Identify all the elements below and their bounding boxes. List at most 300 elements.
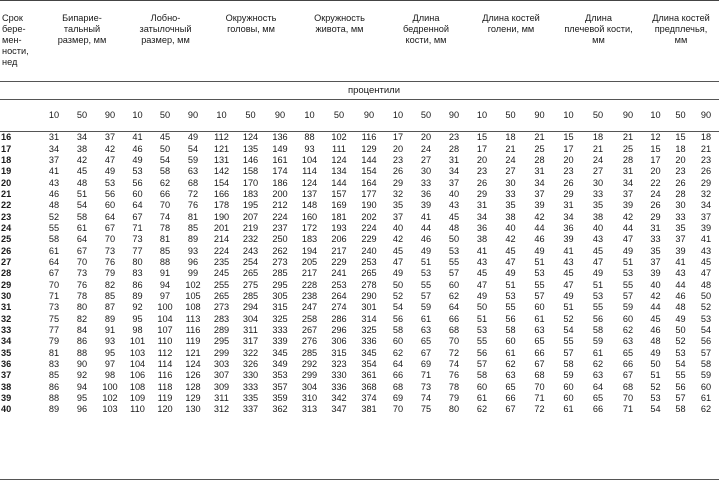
value-cell: 265 bbox=[242, 268, 259, 279]
value-cell: 85 bbox=[187, 222, 199, 233]
value-cell: 15 bbox=[476, 132, 488, 143]
value-cell: 42 bbox=[534, 211, 545, 222]
value-cell: 339 bbox=[272, 336, 288, 347]
value-cell: 174 bbox=[272, 166, 288, 177]
percentile-value-label: 90 bbox=[354, 100, 384, 131]
value-cell: 53 bbox=[700, 313, 712, 324]
value-cell: 336 bbox=[361, 336, 377, 347]
percentile-week-blank bbox=[0, 100, 40, 131]
value-cell: 31 bbox=[534, 166, 545, 177]
value-cell: 41 bbox=[563, 245, 574, 256]
value-cell: 315 bbox=[331, 347, 347, 358]
value-cell: 345 bbox=[272, 347, 288, 358]
value-cell: 57 bbox=[700, 347, 712, 358]
value-cell: 24 bbox=[505, 154, 516, 165]
value-cell: 172 bbox=[301, 222, 318, 233]
value-cell: 59 bbox=[187, 154, 199, 165]
value-cell: 73 bbox=[132, 234, 143, 245]
value-cell: 45 bbox=[592, 245, 604, 256]
value-cell: 307 bbox=[213, 370, 230, 381]
value-cell: 68 bbox=[622, 381, 634, 392]
value-cell: 29 bbox=[563, 188, 574, 199]
value-cell: 23 bbox=[700, 154, 712, 165]
biparietal-header: Бипарие-тальный размер, мм bbox=[57, 13, 107, 45]
value-cell: 295 bbox=[213, 336, 230, 347]
value-cell: 58 bbox=[48, 234, 60, 245]
value-cell: 70 bbox=[392, 404, 404, 415]
value-cell: 61 bbox=[420, 313, 432, 324]
value-cell: 55 bbox=[534, 279, 545, 290]
value-cell: 72 bbox=[187, 188, 199, 199]
week-cell: 37 bbox=[1, 370, 12, 381]
table-row bbox=[0, 234, 719, 245]
table-row bbox=[0, 291, 719, 302]
value-cell: 142 bbox=[213, 166, 230, 177]
value-cell: 104 bbox=[129, 359, 146, 370]
value-cell: 134 bbox=[331, 166, 347, 177]
value-cell: 20 bbox=[476, 154, 488, 165]
value-cell: 354 bbox=[361, 359, 377, 370]
value-cell: 36 bbox=[476, 222, 488, 233]
value-cell: 325 bbox=[272, 313, 288, 324]
value-cell: 335 bbox=[242, 393, 259, 404]
value-cell: 54 bbox=[650, 404, 661, 415]
value-cell: 116 bbox=[157, 370, 173, 381]
value-cell: 136 bbox=[272, 132, 288, 143]
value-cell: 49 bbox=[132, 154, 143, 165]
value-cell: 61 bbox=[76, 222, 88, 233]
value-cell: 85 bbox=[48, 370, 60, 381]
value-cell: 53 bbox=[622, 268, 634, 279]
table-row bbox=[0, 223, 719, 234]
value-cell: 131 bbox=[213, 154, 230, 165]
value-cell: 61 bbox=[534, 313, 545, 324]
value-cell: 59 bbox=[563, 370, 574, 381]
value-cell: 83 bbox=[48, 359, 60, 370]
week-cell: 26 bbox=[1, 245, 12, 256]
value-cell: 194 bbox=[301, 245, 318, 256]
value-cell: 65 bbox=[420, 336, 432, 347]
value-cell: 190 bbox=[213, 211, 230, 222]
value-cell: 55 bbox=[505, 302, 516, 313]
value-cell: 26 bbox=[650, 200, 661, 211]
value-cell: 50 bbox=[650, 359, 661, 370]
value-cell: 195 bbox=[242, 200, 259, 211]
value-cell: 62 bbox=[592, 359, 604, 370]
value-cell: 238 bbox=[301, 290, 318, 301]
value-cell: 52 bbox=[650, 381, 661, 392]
value-cell: 76 bbox=[104, 256, 116, 267]
value-cell: 253 bbox=[361, 256, 377, 267]
value-cell: 237 bbox=[272, 222, 288, 233]
value-cell: 149 bbox=[272, 143, 288, 154]
value-cell: 53 bbox=[505, 290, 516, 301]
value-cell: 63 bbox=[534, 325, 545, 336]
value-cell: 42 bbox=[505, 234, 516, 245]
value-cell: 92 bbox=[76, 370, 88, 381]
value-cell: 361 bbox=[361, 370, 377, 381]
value-cell: 45 bbox=[505, 245, 516, 256]
value-cell: 56 bbox=[104, 188, 116, 199]
value-cell: 86 bbox=[76, 336, 88, 347]
percentile-value-label: 10 bbox=[384, 100, 412, 131]
femur-length-header: Длина бедренной кости, мм bbox=[402, 13, 450, 45]
value-cell: 49 bbox=[592, 268, 604, 279]
value-cell: 69 bbox=[392, 393, 404, 404]
value-cell: 54 bbox=[76, 200, 88, 211]
value-cell: 31 bbox=[476, 200, 488, 211]
table-row bbox=[0, 200, 719, 211]
value-cell: 34 bbox=[534, 177, 545, 188]
value-cell: 49 bbox=[675, 313, 686, 324]
table-row bbox=[0, 370, 719, 381]
value-cell: 91 bbox=[159, 268, 171, 279]
value-cell: 70 bbox=[448, 336, 460, 347]
value-cell: 43 bbox=[700, 245, 712, 256]
value-cell: 40 bbox=[505, 222, 516, 233]
table-row bbox=[0, 348, 719, 359]
value-cell: 310 bbox=[301, 393, 318, 404]
value-cell: 322 bbox=[242, 347, 259, 358]
value-cell: 105 bbox=[185, 290, 201, 301]
value-cell: 54 bbox=[675, 359, 686, 370]
week-cell: 34 bbox=[1, 336, 12, 347]
value-cell: 214 bbox=[213, 234, 230, 245]
table-row bbox=[0, 279, 719, 290]
value-cell: 38 bbox=[592, 211, 604, 222]
value-cell: 100 bbox=[157, 302, 173, 313]
week-cell: 22 bbox=[1, 200, 12, 211]
value-cell: 116 bbox=[361, 132, 377, 143]
value-cell: 88 bbox=[76, 347, 88, 358]
value-cell: 20 bbox=[675, 154, 686, 165]
value-cell: 95 bbox=[104, 347, 116, 358]
value-cell: 38 bbox=[476, 234, 488, 245]
value-cell: 130 bbox=[185, 404, 201, 415]
value-cell: 283 bbox=[213, 313, 230, 324]
value-cell: 303 bbox=[213, 359, 230, 370]
value-cell: 28 bbox=[622, 154, 634, 165]
percentile-value-label: 50 bbox=[68, 100, 96, 131]
value-cell: 62 bbox=[505, 359, 516, 370]
week-cell: 18 bbox=[1, 154, 12, 165]
week-cell: 27 bbox=[1, 256, 12, 267]
value-cell: 50 bbox=[159, 143, 171, 154]
value-cell: 315 bbox=[272, 302, 288, 313]
value-cell: 49 bbox=[563, 290, 574, 301]
value-cell: 20 bbox=[392, 143, 404, 154]
value-cell: 97 bbox=[104, 359, 116, 370]
value-cell: 275 bbox=[242, 279, 259, 290]
value-cell: 61 bbox=[563, 404, 574, 415]
value-cell: 137 bbox=[301, 188, 318, 199]
value-cell: 21 bbox=[622, 132, 634, 143]
value-cell: 102 bbox=[185, 279, 201, 290]
value-cell: 51 bbox=[622, 256, 634, 267]
table-row bbox=[0, 257, 719, 268]
percentile-value-label: 90 bbox=[613, 100, 643, 131]
value-cell: 81 bbox=[48, 347, 60, 358]
value-cell: 57 bbox=[420, 290, 432, 301]
value-cell: 55 bbox=[48, 222, 60, 233]
value-cell: 245 bbox=[213, 268, 230, 279]
value-cell: 58 bbox=[392, 325, 404, 336]
value-cell: 295 bbox=[272, 279, 288, 290]
percentile-value-label: 10 bbox=[124, 100, 151, 131]
week-cell: 25 bbox=[1, 234, 12, 245]
value-cell: 44 bbox=[420, 222, 432, 233]
value-cell: 62 bbox=[700, 404, 712, 415]
value-cell: 309 bbox=[213, 381, 230, 392]
percentile-value-label: 90 bbox=[96, 100, 124, 131]
value-cell: 71 bbox=[420, 370, 432, 381]
percentile-data-body bbox=[0, 131, 719, 416]
value-cell: 292 bbox=[301, 359, 318, 370]
value-cell: 247 bbox=[301, 302, 318, 313]
value-cell: 38 bbox=[76, 143, 88, 154]
value-cell: 41 bbox=[476, 245, 488, 256]
week-cell: 38 bbox=[1, 381, 12, 392]
value-cell: 15 bbox=[650, 143, 661, 154]
value-cell: 232 bbox=[242, 234, 259, 245]
value-cell: 20 bbox=[420, 132, 432, 143]
value-cell: 181 bbox=[331, 211, 347, 222]
value-cell: 169 bbox=[331, 200, 347, 211]
week-cell: 24 bbox=[1, 222, 12, 233]
value-cell: 73 bbox=[48, 302, 60, 313]
value-cell: 59 bbox=[592, 336, 604, 347]
value-cell: 64 bbox=[132, 200, 143, 211]
tibia-length-header: Длина костей голени, мм bbox=[482, 13, 540, 34]
value-cell: 41 bbox=[48, 166, 60, 177]
value-cell: 72 bbox=[534, 404, 545, 415]
value-cell: 45 bbox=[476, 268, 488, 279]
value-cell: 53 bbox=[650, 393, 661, 404]
value-cell: 30 bbox=[505, 177, 516, 188]
value-cell: 144 bbox=[331, 177, 347, 188]
value-cell: 79 bbox=[48, 336, 60, 347]
value-cell: 183 bbox=[242, 188, 259, 199]
value-cell: 42 bbox=[622, 211, 634, 222]
value-cell: 58 bbox=[505, 325, 516, 336]
value-cell: 60 bbox=[563, 381, 574, 392]
value-cell: 202 bbox=[361, 211, 377, 222]
value-cell: 43 bbox=[448, 200, 460, 211]
value-cell: 31 bbox=[448, 154, 460, 165]
value-cell: 126 bbox=[185, 370, 201, 381]
value-cell: 56 bbox=[675, 381, 686, 392]
value-cell: 53 bbox=[476, 325, 488, 336]
value-cell: 88 bbox=[304, 132, 315, 143]
value-cell: 304 bbox=[242, 313, 259, 324]
value-cell: 119 bbox=[185, 336, 201, 347]
value-cell: 278 bbox=[361, 279, 377, 290]
table-row bbox=[0, 155, 719, 166]
value-cell: 158 bbox=[242, 166, 259, 177]
week-cell: 23 bbox=[1, 211, 12, 222]
value-cell: 18 bbox=[675, 143, 686, 154]
value-cell: 52 bbox=[48, 211, 60, 222]
value-cell: 312 bbox=[213, 404, 230, 415]
value-cell: 60 bbox=[132, 188, 143, 199]
value-cell: 41 bbox=[132, 132, 143, 143]
value-cell: 124 bbox=[301, 177, 318, 188]
value-cell: 86 bbox=[48, 381, 60, 392]
value-cell: 28 bbox=[448, 143, 460, 154]
value-cell: 47 bbox=[592, 256, 604, 267]
value-cell: 50 bbox=[675, 325, 686, 336]
value-cell: 95 bbox=[132, 313, 143, 324]
value-cell: 93 bbox=[104, 336, 116, 347]
value-cell: 116 bbox=[185, 325, 201, 336]
value-cell: 206 bbox=[331, 234, 347, 245]
week-cell: 16 bbox=[1, 132, 12, 143]
table-row bbox=[0, 382, 719, 393]
value-cell: 62 bbox=[392, 347, 404, 358]
value-cell: 81 bbox=[187, 211, 199, 222]
value-cell: 45 bbox=[700, 256, 712, 267]
value-cell: 53 bbox=[592, 290, 604, 301]
value-cell: 63 bbox=[622, 336, 634, 347]
value-cell: 67 bbox=[132, 211, 143, 222]
value-cell: 53 bbox=[448, 245, 460, 256]
value-cell: 46 bbox=[132, 143, 143, 154]
value-cell: 43 bbox=[563, 256, 574, 267]
value-cell: 53 bbox=[104, 177, 116, 188]
value-cell: 68 bbox=[392, 381, 404, 392]
value-cell: 30 bbox=[420, 166, 432, 177]
value-cell: 61 bbox=[592, 347, 604, 358]
value-cell: 28 bbox=[534, 154, 545, 165]
value-cell: 47 bbox=[700, 268, 712, 279]
value-cell: 330 bbox=[242, 370, 259, 381]
week-cell: 33 bbox=[1, 325, 12, 336]
value-cell: 264 bbox=[331, 290, 347, 301]
value-cell: 37 bbox=[392, 211, 404, 222]
value-cell: 46 bbox=[675, 290, 686, 301]
value-cell: 103 bbox=[129, 347, 146, 358]
table-row bbox=[0, 404, 719, 415]
value-cell: 35 bbox=[675, 222, 686, 233]
value-cell: 59 bbox=[700, 370, 712, 381]
value-cell: 66 bbox=[622, 359, 634, 370]
value-cell: 107 bbox=[157, 325, 173, 336]
value-cell: 30 bbox=[592, 177, 604, 188]
value-cell: 25 bbox=[534, 143, 545, 154]
week-cell: 32 bbox=[1, 313, 12, 324]
value-cell: 104 bbox=[157, 313, 173, 324]
value-cell: 347 bbox=[331, 404, 347, 415]
value-cell: 67 bbox=[76, 245, 88, 256]
value-cell: 67 bbox=[622, 370, 634, 381]
value-cell: 212 bbox=[272, 200, 288, 211]
humerus-length-header: Длина плечевой кости, мм bbox=[564, 13, 633, 45]
value-cell: 15 bbox=[675, 132, 686, 143]
value-cell: 217 bbox=[331, 245, 347, 256]
table-row bbox=[0, 359, 719, 370]
value-cell: 102 bbox=[331, 132, 347, 143]
value-cell: 177 bbox=[361, 188, 377, 199]
week-cell: 35 bbox=[1, 347, 12, 358]
value-cell: 64 bbox=[448, 302, 460, 313]
value-cell: 273 bbox=[213, 302, 230, 313]
value-cell: 49 bbox=[187, 132, 199, 143]
value-cell: 57 bbox=[675, 393, 686, 404]
value-cell: 70 bbox=[104, 234, 116, 245]
value-cell: 93 bbox=[304, 143, 315, 154]
value-cell: 58 bbox=[675, 404, 686, 415]
value-cell: 17 bbox=[650, 154, 661, 165]
value-cell: 186 bbox=[272, 177, 288, 188]
value-cell: 70 bbox=[159, 200, 171, 211]
percentile-value-label: 50 bbox=[151, 100, 179, 131]
value-cell: 45 bbox=[563, 268, 574, 279]
value-cell: 250 bbox=[272, 234, 288, 245]
value-cell: 78 bbox=[159, 222, 171, 233]
value-cell: 80 bbox=[132, 256, 143, 267]
value-cell: 200 bbox=[272, 188, 288, 199]
table-row bbox=[0, 177, 719, 188]
value-cell: 74 bbox=[159, 211, 171, 222]
value-cell: 92 bbox=[132, 302, 143, 313]
value-cell: 51 bbox=[420, 256, 432, 267]
value-cell: 71 bbox=[534, 393, 545, 404]
value-cell: 63 bbox=[505, 370, 516, 381]
value-cell: 89 bbox=[187, 234, 199, 245]
value-cell: 56 bbox=[700, 336, 712, 347]
value-cell: 51 bbox=[534, 256, 545, 267]
value-cell: 35 bbox=[392, 200, 404, 211]
value-cell: 80 bbox=[448, 404, 460, 415]
value-cell: 24 bbox=[420, 143, 432, 154]
value-cell: 73 bbox=[76, 268, 88, 279]
value-cell: 23 bbox=[448, 132, 460, 143]
value-cell: 67 bbox=[104, 222, 116, 233]
value-cell: 81 bbox=[159, 234, 171, 245]
value-cell: 62 bbox=[159, 177, 171, 188]
value-cell: 52 bbox=[700, 302, 712, 313]
table-row bbox=[0, 268, 719, 279]
value-cell: 48 bbox=[700, 279, 712, 290]
value-cell: 34 bbox=[476, 211, 488, 222]
value-cell: 33 bbox=[675, 211, 686, 222]
value-cell: 46 bbox=[48, 188, 60, 199]
percentile-value-label: 50 bbox=[412, 100, 440, 131]
value-cell: 74 bbox=[420, 393, 432, 404]
value-cell: 120 bbox=[157, 404, 173, 415]
value-cell: 70 bbox=[534, 381, 545, 392]
value-cell: 64 bbox=[48, 256, 60, 267]
value-cell: 32 bbox=[700, 188, 712, 199]
value-cell: 26 bbox=[392, 166, 404, 177]
value-cell: 33 bbox=[505, 188, 516, 199]
value-cell: 166 bbox=[213, 188, 230, 199]
table-row bbox=[0, 325, 719, 336]
value-cell: 71 bbox=[132, 222, 143, 233]
value-cell: 54 bbox=[187, 143, 199, 154]
value-cell: 39 bbox=[622, 200, 634, 211]
value-cell: 118 bbox=[157, 381, 173, 392]
week-cell: 30 bbox=[1, 290, 12, 301]
value-cell: 73 bbox=[104, 245, 116, 256]
value-cell: 60 bbox=[392, 336, 404, 347]
value-cell: 60 bbox=[476, 381, 488, 392]
value-cell: 49 bbox=[622, 245, 634, 256]
value-cell: 114 bbox=[157, 359, 173, 370]
value-cell: 37 bbox=[534, 188, 545, 199]
value-cell: 273 bbox=[272, 256, 288, 267]
value-cell: 190 bbox=[361, 200, 377, 211]
